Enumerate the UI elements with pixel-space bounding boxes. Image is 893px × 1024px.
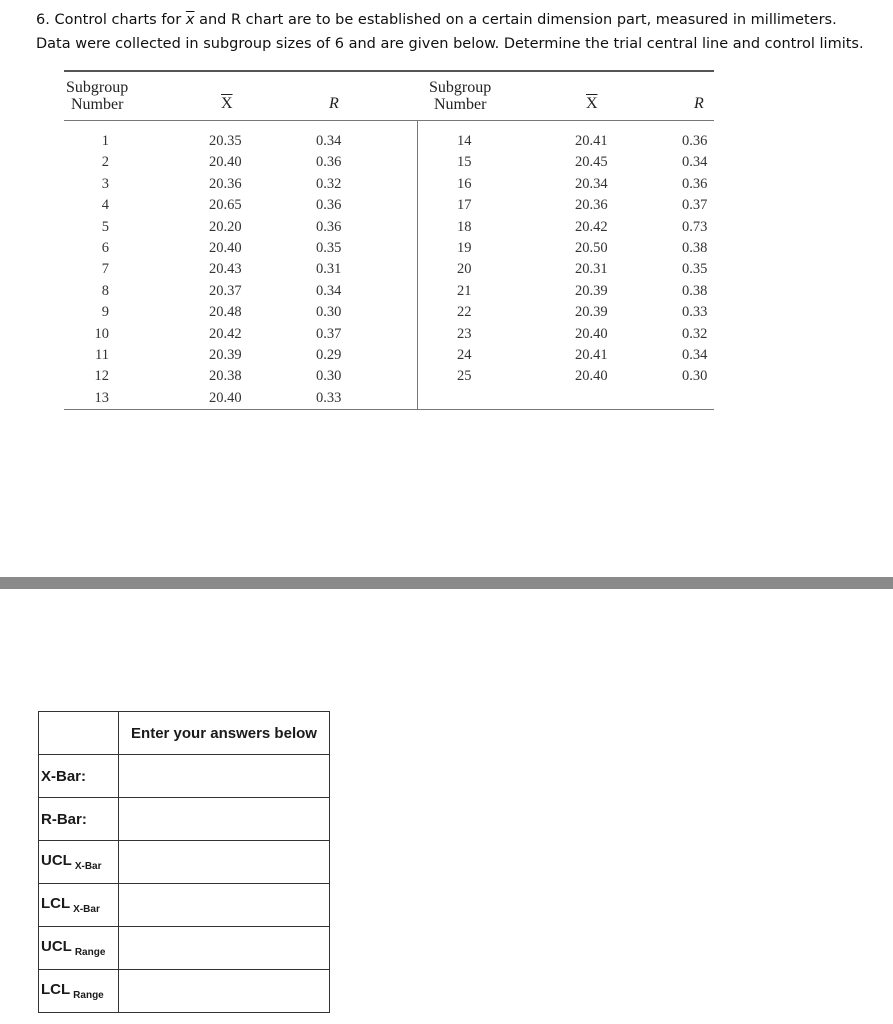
answer-input[interactable] bbox=[119, 926, 333, 970]
answer-label bbox=[39, 841, 119, 884]
answer-header-blank bbox=[39, 712, 119, 755]
r-value: 0.29 bbox=[316, 346, 342, 363]
xbar-value: 20.39 bbox=[575, 304, 608, 321]
answer-row bbox=[39, 798, 330, 841]
answer-input-cell[interactable] bbox=[119, 798, 330, 841]
answer-row bbox=[39, 841, 330, 884]
xbar-value: 20.39 bbox=[209, 346, 242, 363]
question-prefix: 6. Control charts for bbox=[36, 12, 186, 28]
r-value: 0.32 bbox=[682, 325, 708, 342]
subgroup-number-header-right bbox=[429, 79, 491, 113]
xbar-value: 20.40 bbox=[209, 389, 242, 406]
xbar-value: 20.50 bbox=[575, 239, 608, 256]
answer-input[interactable] bbox=[119, 969, 333, 1013]
subgroup-number: 25 bbox=[457, 368, 472, 385]
subgroup-number: 5 bbox=[101, 218, 109, 235]
answer-label-subscript: X-Bar bbox=[73, 904, 100, 915]
answer-grid bbox=[38, 711, 330, 1013]
r-value: 0.33 bbox=[316, 389, 342, 406]
xbar-value: 20.40 bbox=[209, 154, 242, 171]
subgroup-header-line2: Number bbox=[71, 96, 124, 113]
right-r-values bbox=[682, 131, 732, 388]
question-line-2: Data were collected in subgroup sizes of 6 and are given below. Determine the trial central line and control limits. bbox=[36, 36, 864, 52]
subgroup-number: 14 bbox=[457, 133, 472, 149]
r-header-left: R bbox=[329, 95, 339, 112]
subgroup-number: 10 bbox=[94, 325, 109, 342]
answer-row bbox=[39, 927, 330, 970]
r-value: 0.36 bbox=[682, 133, 708, 149]
xbar-value: 20.36 bbox=[209, 175, 242, 192]
subgroup-number: 3 bbox=[101, 175, 109, 192]
subgroup-number: 17 bbox=[457, 197, 472, 214]
answer-input-cell[interactable] bbox=[119, 884, 330, 927]
subgroup-number: 15 bbox=[457, 154, 472, 171]
subgroup-number: 16 bbox=[457, 175, 472, 192]
answer-input-cell[interactable] bbox=[119, 841, 330, 884]
xbar-value: 20.40 bbox=[575, 368, 608, 385]
subgroup-number: 13 bbox=[94, 389, 109, 406]
r-value: 0.36 bbox=[316, 197, 342, 214]
xbar-value: 20.42 bbox=[575, 218, 608, 235]
xbar-value: 20.20 bbox=[209, 218, 242, 235]
subgroup-number: 4 bbox=[101, 197, 109, 214]
section-divider-bar bbox=[0, 577, 893, 589]
answer-label bbox=[39, 755, 119, 798]
xbar-value: 20.36 bbox=[575, 197, 608, 214]
answer-label-subscript: X-Bar bbox=[74, 861, 102, 872]
answer-header: Enter your answers below bbox=[119, 712, 330, 755]
xbar-value: 20.65 bbox=[209, 197, 242, 214]
subgroup-header-line2: Number bbox=[434, 96, 487, 113]
subgroup-number: 20 bbox=[457, 261, 472, 278]
xbar-value: 20.40 bbox=[209, 239, 242, 256]
left-xbar-values bbox=[209, 131, 269, 409]
left-subgroup-numbers bbox=[74, 131, 109, 409]
subgroup-number: 23 bbox=[457, 325, 472, 342]
r-value: 0.34 bbox=[682, 154, 708, 171]
r-value: 0.35 bbox=[316, 239, 342, 256]
question-text bbox=[36, 8, 886, 56]
r-value: 0.73 bbox=[682, 218, 708, 235]
r-header-right: R bbox=[694, 95, 704, 112]
r-value: 0.32 bbox=[316, 175, 342, 192]
table-center-divider bbox=[417, 120, 418, 410]
answer-input-cell[interactable] bbox=[119, 755, 330, 798]
right-xbar-values bbox=[575, 131, 635, 388]
answer-row bbox=[39, 755, 330, 798]
answer-label-text: R-Bar: bbox=[41, 810, 87, 828]
answer-row bbox=[39, 970, 330, 1013]
subgroup-header-line1: Subgroup bbox=[66, 79, 129, 96]
answer-input[interactable] bbox=[119, 883, 333, 927]
table-bottom-rule bbox=[64, 409, 714, 410]
subgroup-number: 22 bbox=[457, 304, 472, 321]
subgroup-number: 7 bbox=[101, 261, 109, 278]
answer-label bbox=[39, 798, 119, 841]
answer-label-text: UCL bbox=[41, 938, 72, 955]
subgroup-number: 11 bbox=[95, 346, 109, 363]
r-value: 0.38 bbox=[682, 282, 708, 299]
subgroup-number-header-left bbox=[66, 79, 128, 113]
question-line-1 bbox=[36, 8, 886, 32]
r-value: 0.38 bbox=[682, 239, 708, 256]
r-value: 0.37 bbox=[316, 325, 342, 342]
xbar-value: 20.43 bbox=[209, 261, 242, 278]
xbar-header-left: $\overline{X}$ bbox=[221, 95, 233, 112]
xbar-value: 20.41 bbox=[575, 133, 608, 149]
r-value: 0.35 bbox=[682, 261, 708, 278]
answer-header-row bbox=[39, 712, 330, 755]
subgroup-number: 19 bbox=[457, 239, 472, 256]
xbar-value: 20.45 bbox=[575, 154, 608, 171]
answer-label-subscript: Range bbox=[73, 990, 104, 1001]
subgroup-number: 8 bbox=[101, 282, 109, 299]
xbar-value: 20.39 bbox=[575, 282, 608, 299]
r-value: 0.37 bbox=[682, 197, 708, 214]
r-value: 0.33 bbox=[682, 304, 708, 321]
r-value: 0.34 bbox=[316, 282, 342, 299]
r-value: 0.36 bbox=[682, 175, 708, 192]
xbar-value: 20.41 bbox=[575, 346, 608, 363]
right-subgroup-numbers bbox=[457, 131, 487, 388]
r-value: 0.36 bbox=[316, 218, 342, 235]
table-top-rule bbox=[64, 70, 714, 72]
xbar-header-right: $\overline{X}$ bbox=[586, 95, 598, 112]
answer-label-text: LCL bbox=[41, 981, 71, 998]
xbar-symbol: $\overline{x}$ bbox=[185, 12, 195, 28]
answer-label-subscript: Range bbox=[74, 947, 106, 958]
r-value: 0.36 bbox=[316, 154, 342, 171]
xbar-value: 20.40 bbox=[575, 325, 608, 342]
subgroup-number: 9 bbox=[101, 304, 109, 321]
xbar-value: 20.42 bbox=[209, 325, 242, 342]
xbar-value: 20.48 bbox=[209, 304, 242, 321]
xbar-value: 20.35 bbox=[209, 133, 242, 149]
r-value: 0.30 bbox=[682, 368, 708, 385]
table-header-rule bbox=[64, 120, 714, 121]
r-value: 0.34 bbox=[316, 133, 342, 149]
xbar-value: 20.38 bbox=[209, 368, 242, 385]
subgroup-number: 12 bbox=[94, 368, 109, 385]
answer-input[interactable] bbox=[119, 754, 333, 798]
answer-label-text: X-Bar: bbox=[41, 767, 87, 785]
subgroup-number: 1 bbox=[101, 133, 109, 149]
subgroup-number: 6 bbox=[101, 239, 109, 256]
answer-input-cell[interactable] bbox=[119, 970, 330, 1013]
answer-input[interactable] bbox=[119, 840, 333, 884]
answer-label-text: UCL bbox=[41, 852, 72, 869]
subgroup-number: 2 bbox=[101, 154, 109, 171]
xbar-value: 20.31 bbox=[575, 261, 608, 278]
xbar-value: 20.34 bbox=[575, 175, 608, 192]
subgroup-number: 24 bbox=[457, 346, 472, 363]
subgroup-number: 18 bbox=[457, 218, 472, 235]
answer-label bbox=[39, 884, 119, 927]
left-r-values bbox=[316, 131, 366, 409]
answer-label-text: LCL bbox=[41, 895, 71, 912]
answer-input-cell[interactable] bbox=[119, 927, 330, 970]
answer-label bbox=[39, 970, 119, 1013]
r-value: 0.34 bbox=[682, 346, 708, 363]
answer-row bbox=[39, 884, 330, 927]
subgroup-number: 21 bbox=[457, 282, 472, 299]
subgroup-header-line1: Subgroup bbox=[429, 79, 492, 96]
answer-label bbox=[39, 927, 119, 970]
data-table bbox=[64, 70, 714, 410]
answer-input[interactable] bbox=[119, 797, 333, 841]
xbar-value: 20.37 bbox=[209, 282, 242, 299]
question-line1-rest: and R chart are to be established on a certain dimension part, measured in millimeters. bbox=[194, 12, 837, 28]
r-value: 0.31 bbox=[316, 261, 342, 278]
r-value: 0.30 bbox=[316, 304, 342, 321]
r-value: 0.30 bbox=[316, 368, 342, 385]
